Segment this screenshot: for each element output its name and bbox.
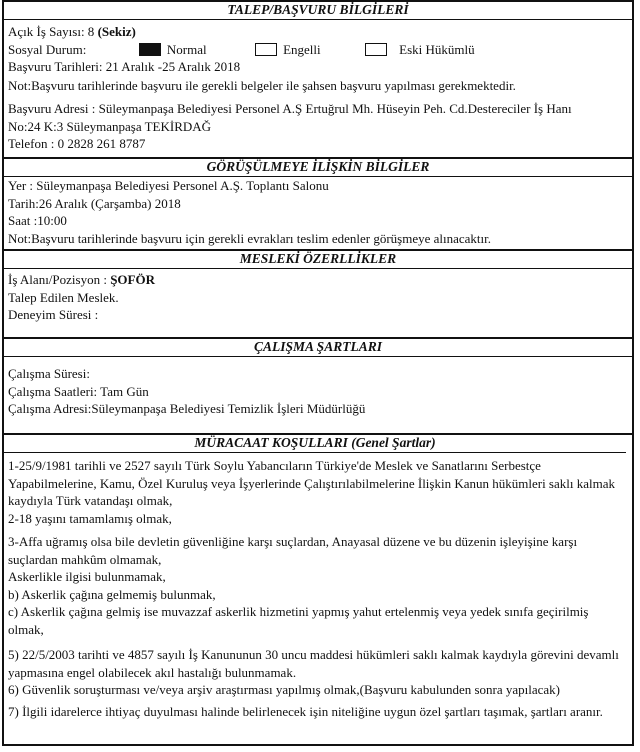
social-status-row	[8, 41, 632, 59]
condition-item: 7) İlgili idarelerce ihtiyaç duyulması halinde belirlenecek işin niteliğine uygun özel şartları taşımak, şartları aranır.	[8, 703, 603, 719]
condition-item: 5) 22/5/2003 tarihti ve 4857 sayılı İş Kanununun 30 uncu maddesi hükümleri saklı kalmak kaydıyla görevini devamlı yapmasına engel olabilecek akıl hastalığı bulunmamak.	[8, 647, 619, 680]
condition-item: c) Askerlik çağına gelmiş ise muvazzaf askerlik hizmetini yapmış yahut ertelenmiş veya yedek sınıfa geçirilmiş olmak,	[8, 604, 589, 637]
condition-item: 3-Affa uğramış olsa bile devletin güvenliğine karşı suçlardan, Anayasal düzene ve bu düzenin işleyişine karşı suçlardan mahkûm olmamak,	[8, 534, 578, 567]
condition-item: Askerlikle ilgisi bulunmamak,	[8, 569, 166, 584]
application-note: Not:Başvuru tarihlerinde başvuru ile gerekli belgeler ile şahsen başvuru yapılması gerekmektedir.	[8, 77, 516, 93]
experience: Deneyim Süresi :	[8, 307, 99, 322]
disabled-checkbox[interactable]	[255, 43, 277, 56]
position: İş Alanı/Pozisyon : ŞOFÖR	[8, 272, 155, 287]
open-jobs: Açık İş Sayısı: 8 (Sekiz)	[8, 24, 136, 39]
working-conditions-section	[4, 337, 632, 433]
application-info-section	[4, 0, 632, 157]
working-conditions-title: ÇALIŞMA ŞARTLARI	[4, 339, 632, 357]
interview-time: Saat :10:00	[8, 213, 67, 228]
professional-title: MESLEKİ ÖZERLLİKLER	[4, 251, 632, 269]
document	[2, 0, 634, 746]
working-hours: Çalışma Saatleri: Tam Gün	[8, 383, 149, 399]
normal-checkbox[interactable]	[139, 43, 161, 56]
normal-label: Normal	[166, 41, 207, 57]
application-conditions-section	[4, 433, 632, 744]
ex-convict-checkbox[interactable]	[365, 43, 387, 56]
phone: Telefon : 0 2828 261 8787	[8, 136, 146, 151]
interview-note: Not:Başvuru tarihlerinde başvuru için gerekli evrakları teslim edenler görüşmeye alınacaktır.	[8, 230, 491, 246]
interview-date: Tarih:26 Aralık (Çarşamba) 2018	[8, 195, 181, 211]
condition-item: b) Askerlik çağına gelmemiş bulunmak,	[8, 586, 216, 602]
requested-profession: Talep Edilen Meslek.	[8, 289, 119, 305]
application-address-line2: No:24 K:3 Süleymanpaşa TEKİRDAĞ	[8, 118, 212, 134]
condition-item: 2-18 yaşını tamamlamış olmak,	[8, 510, 172, 526]
condition-item: 1-25/9/1981 tarihli ve 2527 sayılı Türk Soylu Yabancıların Türkiye'de Meslek ve Sanatlarını Serbestçe Yapabilmelerine, Kamu, Özel Kuruluş veya İşyerlerinde Çalıştırılabilmelerine İlişkin Kanun hükümleri saklı kalmak kaydıyla Türk vatandaşı olmak,	[8, 458, 615, 508]
interview-info-title: GÖRÜŞÜLMEYE İLİŞKİN BİLGİLER	[4, 159, 632, 177]
application-address-line1: Başvuru Adresi : Süleymanpaşa Belediyesi Personel A.Ş Ertuğrul Mh. Hüseyin Peh. Cd.Destereciler İş Hanı	[8, 101, 572, 116]
working-address: Çalışma Adresi:Süleymanpaşa Belediyesi Temizlik İşleri Müdürlüğü	[8, 401, 366, 416]
social-status-label: Sosyal Durum:	[8, 41, 87, 57]
professional-section	[4, 249, 632, 337]
interview-place: Yer : Süleymanpaşa Belediyesi Personel A.Ş. Toplantı Salonu	[8, 178, 329, 193]
disabled-label: Engelli	[283, 41, 321, 57]
application-conditions-title: MÜRACAAT KOŞULLARI (Genel Şartlar)	[4, 435, 626, 453]
application-info-title: TALEP/BAŞVURU BİLGİLERİ	[4, 2, 632, 20]
working-duration: Çalışma Süresi:	[8, 366, 90, 381]
condition-item: 6) Güvenlik soruşturması ve/veya arşiv araştırması yapılmış olmak,(Başvuru kabulunden sonra yapılacak)	[8, 682, 560, 697]
interview-info-section	[4, 157, 632, 249]
ex-convict-label: Eski Hükümlü	[399, 41, 475, 57]
application-dates: Başvuru Tarihleri: 21 Aralık -25 Aralık 2018	[8, 59, 241, 74]
